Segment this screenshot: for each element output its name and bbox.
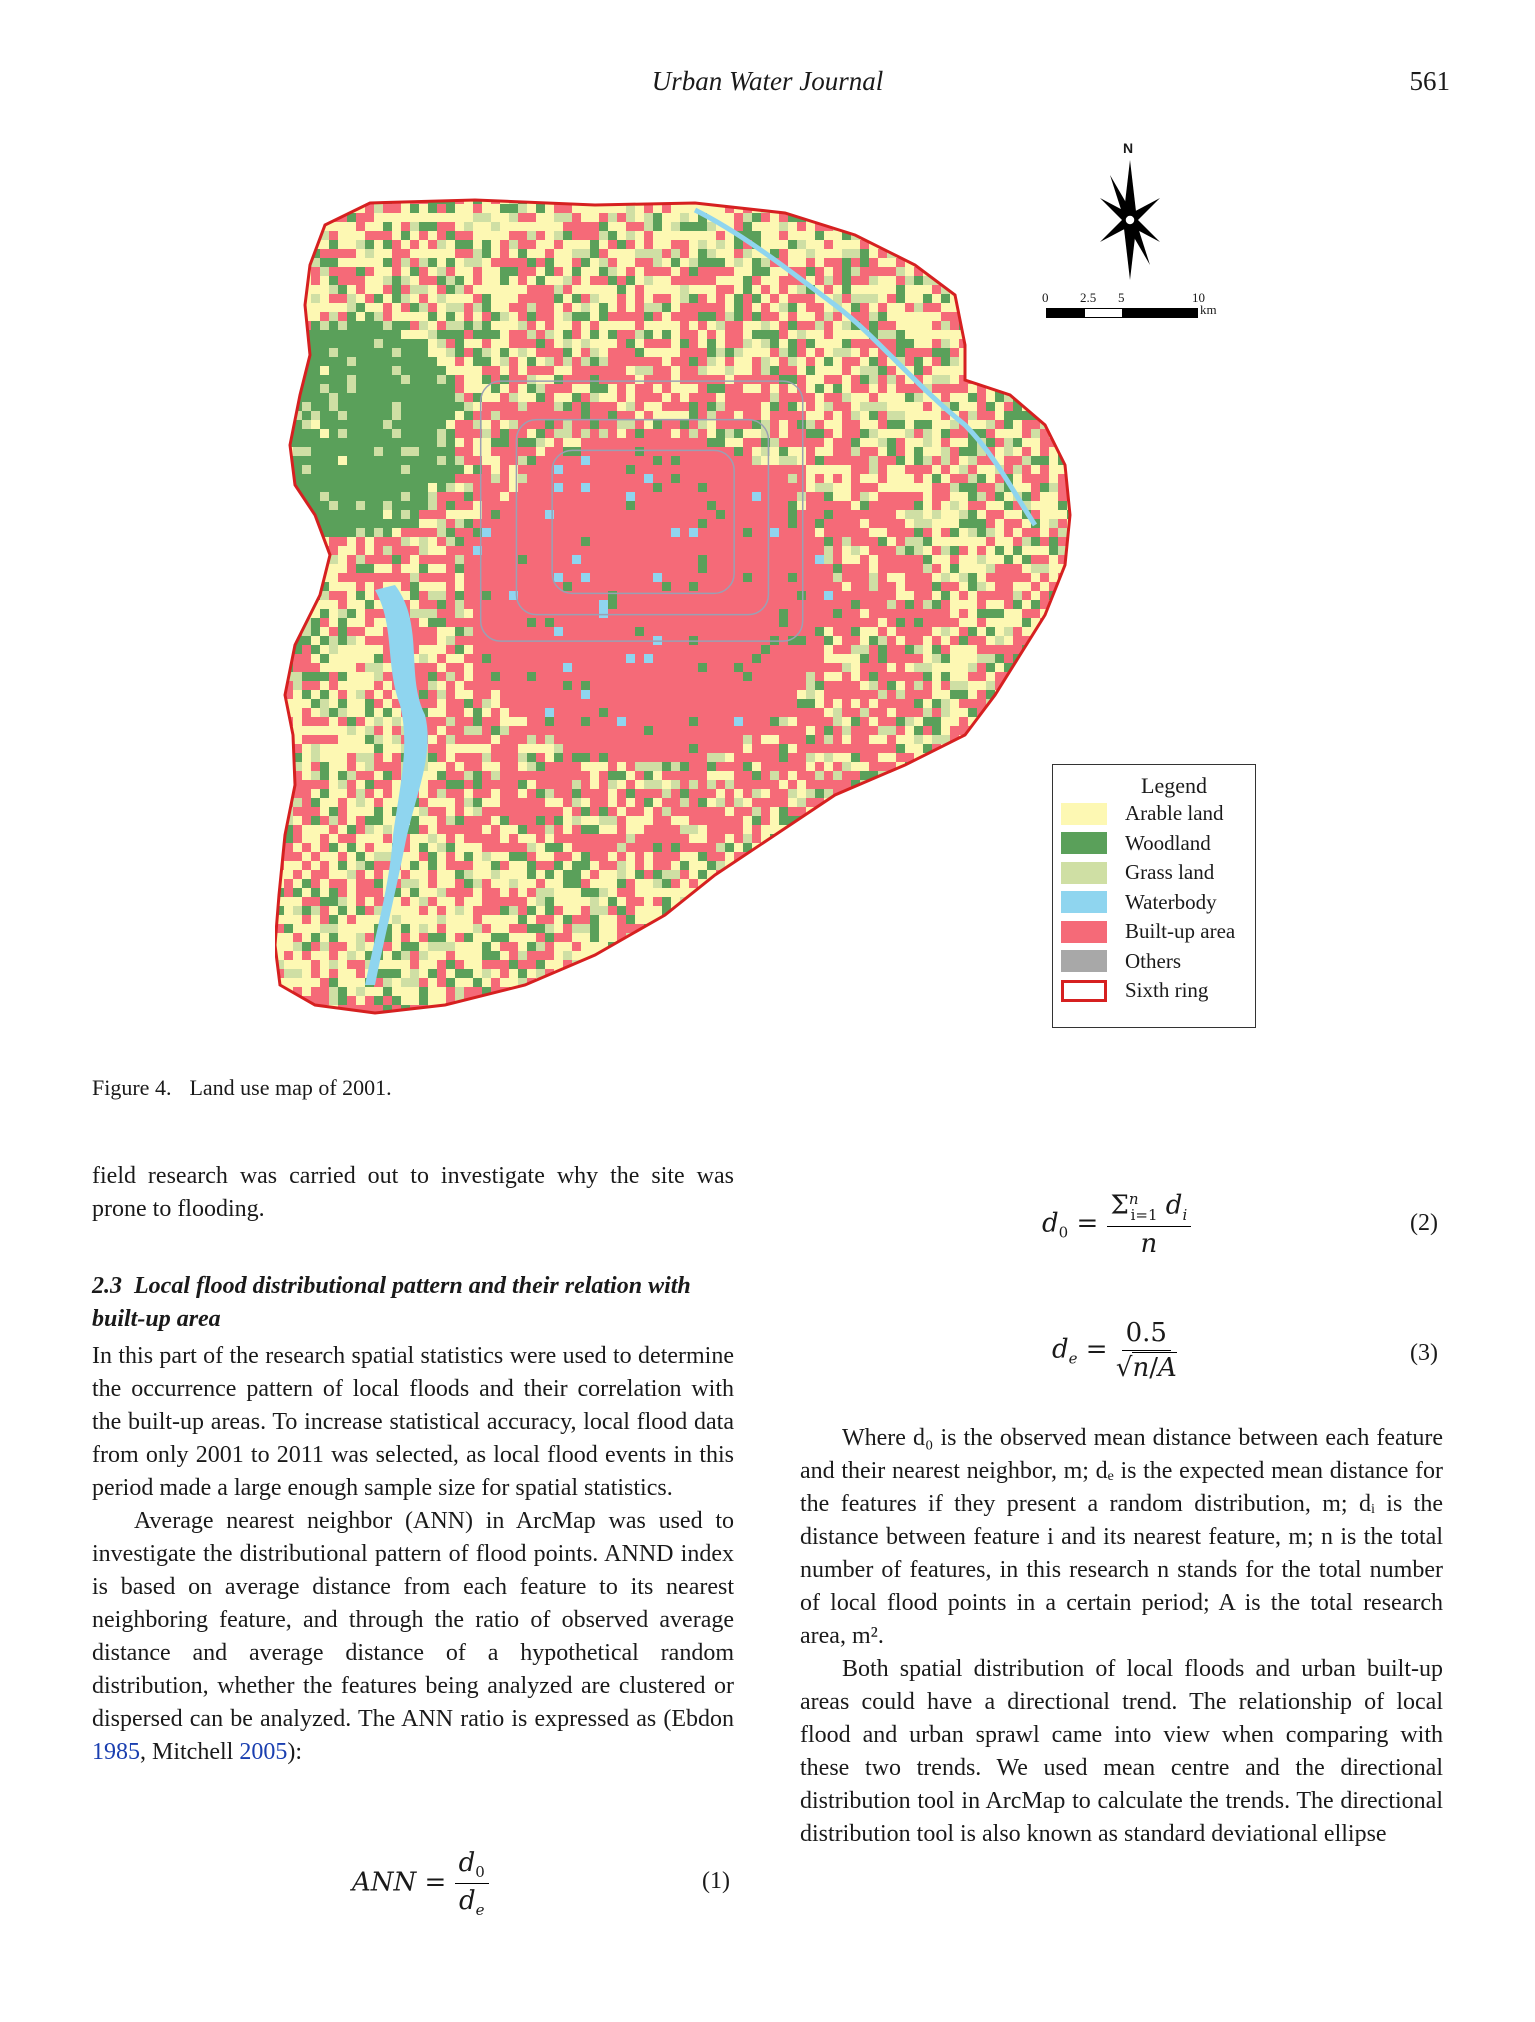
land-use-map-graphic [275,195,1095,1025]
legend-swatch [1061,803,1107,825]
equation-3-number: (3) [1410,1340,1438,1366]
map-legend [1052,764,1256,1028]
equation-1-number: (1) [702,1868,730,1894]
legend-item [1053,829,1255,859]
equation-3: $d_e$ = $\frac{0.5}{√n/A}$ [1052,1318,1177,1383]
citation-mitchell[interactable]: 2005 [239,1739,288,1765]
equation-2-lhs: d [1042,1208,1059,1239]
legend-swatch [1061,921,1107,943]
legend-item [1053,947,1255,977]
legend-label: Grass land [1125,860,1215,885]
running-header-journal: Urban Water Journal [651,66,884,96]
section-number: 2.3 [92,1273,122,1299]
land-use-map [275,195,1095,1025]
paragraph-variable-definitions: Where d₀ is the observed mean distance between each feature and their nearest neighbor, m; dₑ is the expected mean distance for the features if they present a random distribution, m; dᵢ is the distance between feature i and its nearest feature, m; n is the total number of features, in this research n stands for the total number of local flood points in a certain period; A is the total research area, m². [800,1425,1443,1649]
legend-swatch [1061,950,1107,972]
scale-unit: km [1200,302,1217,317]
equation-1: ANN = $\frac{d_0}{d_e}$ [352,1848,489,1919]
figure-caption-text: Land use map of 2001. [189,1075,392,1100]
legend-item [1053,917,1255,947]
scale-bar-track [1046,308,1198,318]
legend-item [1053,799,1255,829]
legend-swatch [1061,980,1107,1002]
left-column [92,1160,734,1226]
legend-label: Arable land [1125,801,1224,826]
scale-label-5: 5 [1118,290,1125,305]
paragraph-ann: Average nearest neighbor (ANN) in ArcMap was used to investigate the distributional pattern of flood points. ANND index is based on average distance from each feature to its nearest neighboring feature, and through the ratio of observed average distance and average distance of a hypothetical random distribution, whether the features being analyzed are clustered or dispersed can be analyzed. The ANN ratio is expressed as (Ebdon 1985, Mitchell 2005): [92,1508,734,1765]
scale-bar [1042,290,1242,330]
equation-3-numerator: 0.5 [1122,1318,1171,1351]
scale-label-10: 10 [1192,290,1205,305]
paragraph-spatial-statistics: In this part of the research spatial statistics were used to determine the occurrence pattern of local floods and their correlation with the built-up areas. To increase statistical accuracy, local flood data from only 2001 to 2011 was selected, as local flood events in this period made a large enough sample size for spatial statistics. [92,1343,734,1501]
legend-label: Built-up area [1125,919,1236,944]
right-column-body [800,1422,1443,1851]
legend-label: Woodland [1125,830,1211,855]
legend-swatch [1061,832,1107,854]
equation-2-number: (2) [1410,1210,1438,1236]
legend-item [1053,976,1255,1006]
paragraph-continued: field research was carried out to investigate why the site was prone to flooding. [92,1163,734,1222]
legend-title: Legend [1141,773,1207,798]
north-label: N [1123,140,1134,156]
figure-label: Figure 4. [92,1075,172,1100]
figure-caption [92,1075,392,1101]
equation-1-lhs: ANN [352,1867,417,1898]
section-heading [92,1270,734,1336]
equation-2: $d_0$ = $\frac{\Sigma^n_{i=1} d_i}{n}$ [1042,1190,1191,1259]
legend-swatch [1061,891,1107,913]
scale-label-2-5: 2.5 [1080,290,1097,305]
legend-label: Others [1125,948,1181,973]
left-column-body [92,1340,734,1769]
legend-swatch [1061,862,1107,884]
legend-item [1053,888,1255,918]
citation-ebdon[interactable]: 1985 [92,1739,140,1765]
north-arrow-icon [1095,140,1165,280]
page-number: 561 [1409,66,1450,96]
legend-item [1053,858,1255,888]
section-title: Local flood distributional pattern and their relation with built-up area [92,1273,691,1332]
paragraph-directional-trend: Both spatial distribution of local floods and urban built-up areas could have a directional trend. The relationship of local flood and urban sprawl came into view when comparing with these two trends. We used mean centre and the directional distribution tool in ArcMap to calculate the trends. The directional distribution tool is also known as standard deviational ellipse [800,1656,1443,1847]
legend-label: Waterbody [1125,889,1217,914]
legend-label: Sixth ring [1125,978,1209,1003]
scale-label-0: 0 [1042,290,1049,305]
